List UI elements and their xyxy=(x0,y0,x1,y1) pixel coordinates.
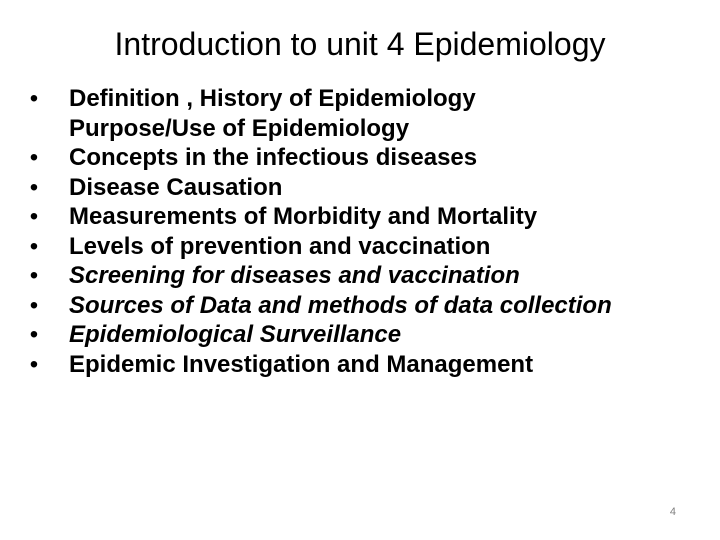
bullet-icon: • xyxy=(29,291,39,319)
bullet-item-causation xyxy=(24,173,704,202)
bullet-list xyxy=(24,84,704,379)
bullet-icon: • xyxy=(29,232,39,260)
bullet-icon: • xyxy=(29,85,39,112)
bullet-item-concepts xyxy=(24,143,704,172)
bullet-item-data-sources xyxy=(24,291,704,320)
bullet-icon: • xyxy=(29,144,39,171)
bullet-text: Sources of Data and methods of data collection xyxy=(69,291,612,319)
bullet-icon: • xyxy=(29,262,39,289)
bullet-text: Measurements of Morbidity and Mortality xyxy=(69,203,538,230)
bullet-text: Screening for diseases and vaccination xyxy=(69,262,520,289)
bullet-item-investigation xyxy=(24,350,704,379)
bullet-text: Epidemic Investigation and Management xyxy=(69,350,534,378)
bullet-icon: • xyxy=(29,203,39,230)
bullet-icon: • xyxy=(29,350,39,378)
bullet-item-definition-history xyxy=(24,84,704,113)
bullet-text: Definition , History of Epidemiology xyxy=(69,85,476,112)
bullet-item-surveillance xyxy=(24,320,704,349)
page-number: 4 xyxy=(669,506,676,518)
bullet-text: Levels of prevention and vaccination xyxy=(69,232,491,260)
bullet-text-continuation: Purpose/Use of Epidemiology xyxy=(69,114,410,142)
bullet-text: Epidemiological Surveillance xyxy=(69,321,402,348)
bullet-item-measurements xyxy=(24,202,704,231)
bullet-icon: • xyxy=(29,321,39,348)
bullet-text: Disease Causation xyxy=(69,173,283,201)
slide-title: Introduction to unit 4 Epidemiology xyxy=(114,26,606,62)
bullet-item-purpose-use xyxy=(24,114,704,143)
bullet-text: Concepts in the infectious diseases xyxy=(69,144,478,171)
bullet-item-prevention xyxy=(24,232,704,261)
bullet-item-screening xyxy=(24,261,704,290)
bullet-icon: • xyxy=(29,173,39,201)
